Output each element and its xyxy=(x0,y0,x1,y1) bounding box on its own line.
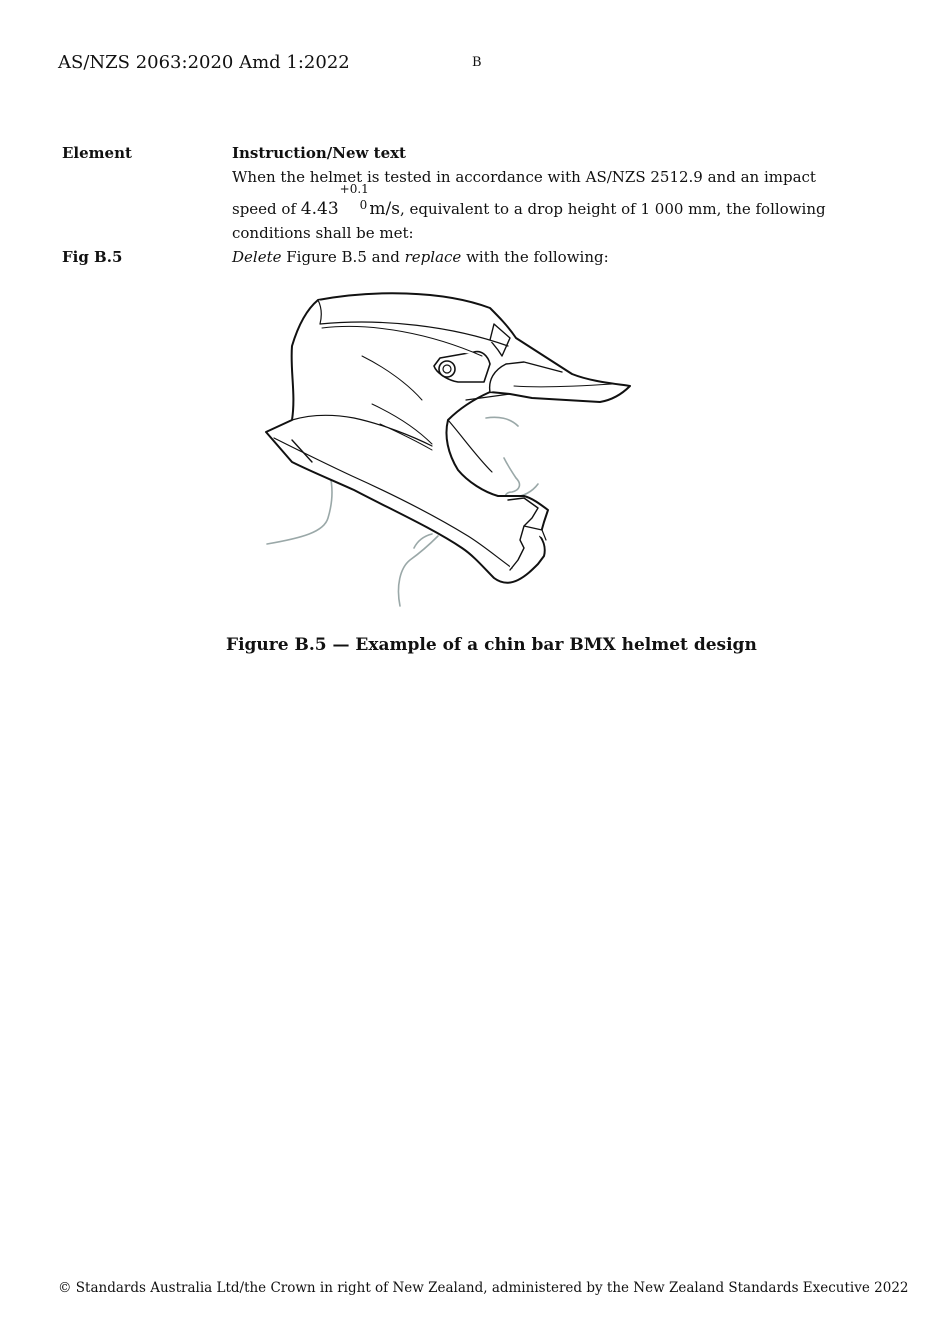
speed-unit: m/s xyxy=(369,199,400,219)
instruction-delete: Delete xyxy=(232,248,282,266)
speed-tolerance-upper: +0.1 xyxy=(339,182,369,196)
paragraph-line-3: conditions shall be met: xyxy=(232,224,414,242)
copyright-footer: © Standards Australia Ltd/the Crown in right of New Zealand, administered by the New Zealand Standards Executive 2022 xyxy=(58,1280,909,1296)
paragraph-line-2-prefix: speed of xyxy=(232,200,301,218)
instruction-replace: replace xyxy=(404,248,462,266)
column-header-instruction: Instruction/New text xyxy=(232,144,406,162)
speed-tolerance-lower: 0 xyxy=(359,198,368,212)
column-header-element: Element xyxy=(62,144,132,162)
paragraph-line-2-suffix: , equivalent to a drop height of 1 000 mm, the following xyxy=(400,200,826,218)
annex-letter: B xyxy=(472,55,482,70)
speed-tolerance xyxy=(339,182,369,214)
instruction-end: with the following: xyxy=(461,248,609,266)
document-standard-id: AS/NZS 2063:2020 Amd 1:2022 xyxy=(58,52,350,73)
row-instruction-fig-b5 xyxy=(232,248,609,266)
instruction-mid: Figure B.5 and xyxy=(281,248,405,266)
figure-caption: Figure B.5 — Example of a chin bar BMX helmet design xyxy=(226,635,757,655)
paragraph-line-2 xyxy=(232,182,826,219)
row-element-fig-b5: Fig B.5 xyxy=(62,248,123,266)
helmet-figure xyxy=(262,286,642,616)
paragraph-line-1: When the helmet is tested in accordance with AS/NZS 2512.9 and an impact xyxy=(232,168,816,186)
helmet-drawing xyxy=(266,293,630,583)
speed-value: 4.43 xyxy=(300,199,339,219)
